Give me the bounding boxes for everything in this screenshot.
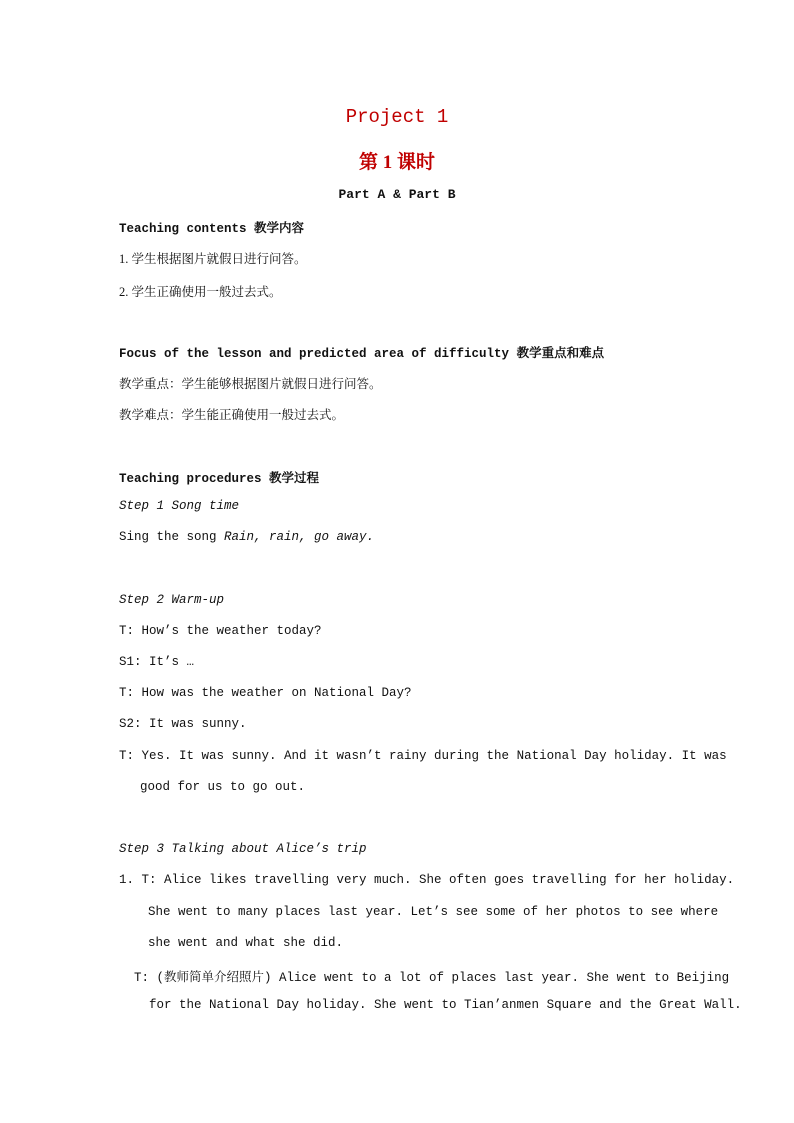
dialogue-line: T: How was the weather on National Day? <box>119 686 412 700</box>
teaching-contents-heading: Teaching contents 教学内容 <box>119 222 305 236</box>
key-point: 教学重点：学生能够根据图片就假日进行问答。 <box>119 377 382 391</box>
step-3-title: Step 3 Talking about Alice’s trip <box>119 842 367 856</box>
step-3-line: 1. T: Alice likes travelling very much. She often goes travelling for her holiday. <box>119 873 735 887</box>
step-3-line: She went to many places last year. Let’s see some of her photos to see where <box>148 905 719 919</box>
step-1-line <box>119 530 374 544</box>
dialogue-line: T: How’s the weather today? <box>119 624 322 638</box>
focus-heading: Focus of the lesson and predicted area of difficulty 教学重点和难点 <box>119 347 605 361</box>
dialogue-line: S1: It’s … <box>119 655 195 669</box>
part-heading: Part A & Part B <box>338 187 456 202</box>
dialogue-line: good for us to go out. <box>140 780 306 794</box>
step-1-title: Step 1 Song time <box>119 499 240 513</box>
step-3-line: she went and what she did. <box>148 936 344 950</box>
step-2-title: Step 2 Warm-up <box>119 593 225 607</box>
step-3-line: for the National Day holiday. She went to Tian’anmen Square and the Great Wall. <box>149 998 742 1012</box>
procedures-heading: Teaching procedures 教学过程 <box>119 472 320 486</box>
difficulty-point: 教学难点：学生能正确使用一般过去式。 <box>119 408 345 422</box>
dialogue-line: T: Yes. It was sunny. And it wasn’t rainy during the National Day holiday. It was <box>119 749 727 763</box>
song-title: Rain, rain, go away. <box>224 530 375 544</box>
step-3-line: T: (教师简单介绍照片) Alice went to a lot of places last year. She went to Beijing <box>134 971 730 985</box>
document-title: Project 1 <box>345 106 449 128</box>
lesson-number: 第 1 课时 <box>358 152 435 173</box>
content-item: 1. 学生根据图片就假日进行问答。 <box>119 252 307 266</box>
step-1-prefix: Sing the song <box>119 530 225 544</box>
dialogue-line: S2: It was sunny. <box>119 717 247 731</box>
content-item: 2. 学生正确使用一般过去式。 <box>119 285 282 299</box>
